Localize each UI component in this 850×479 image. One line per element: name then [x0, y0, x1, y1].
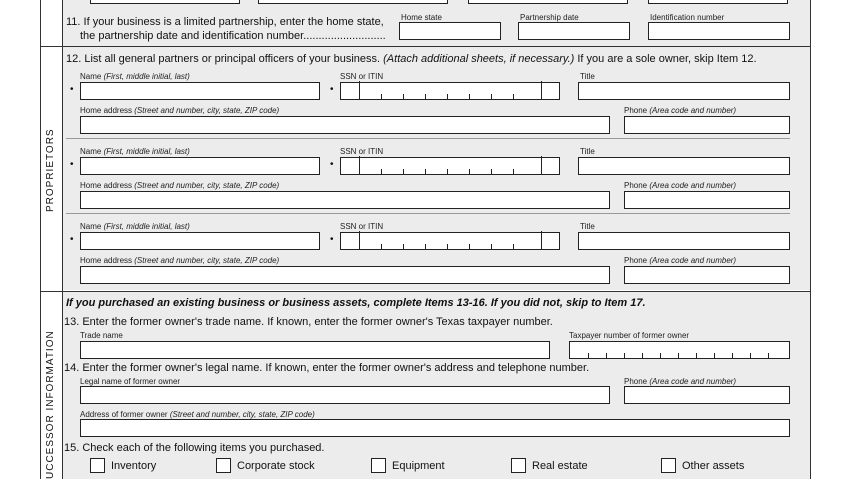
- partner2-ssn-tick: [425, 169, 426, 174]
- partner1-ssn-tick: [469, 94, 470, 99]
- taxpayer-tick: [696, 353, 697, 358]
- partner2-bullet-1: •: [70, 159, 74, 170]
- right-border: [810, 0, 811, 479]
- prev-field-2[interactable]: [258, 0, 448, 4]
- partner3-phone-field[interactable]: [624, 266, 790, 284]
- partner2-ssn-tick: [381, 169, 382, 174]
- partner1-ssn-tick: [359, 81, 360, 99]
- home-state-field[interactable]: [399, 22, 501, 40]
- partner1-ssn-tick: [541, 81, 542, 99]
- taxpayer-tick: [624, 353, 625, 358]
- partner2-name-hint: (First, middle initial, last): [103, 147, 190, 156]
- partner3-ssn-tick: [425, 244, 426, 249]
- item12-text-italic: (Attach additional sheets, if necessary.): [383, 53, 575, 65]
- corporate-stock-checkbox[interactable]: [216, 458, 231, 473]
- partner3-address-label-main: Home address: [80, 256, 133, 265]
- partner3-name-label: [80, 222, 190, 231]
- successor-intro: If you purchased an existing business or business assets, complete Items 13-16. If you did not, skip to Item 17.: [66, 297, 646, 309]
- partner3-ssn-tick: [359, 231, 360, 249]
- item11-text-line2: [80, 30, 386, 42]
- partner1-ssn-tick: [425, 94, 426, 99]
- item11-text-line1: 11. If your business is a limited partnership, enter the home state,: [66, 16, 384, 28]
- other-assets-checkbox[interactable]: [661, 458, 676, 473]
- partner2-ssn-tick: [447, 169, 448, 174]
- partner2-ssn-tick: [359, 156, 360, 174]
- section-divider-1: [40, 46, 811, 47]
- former-owner-address-label: [80, 410, 315, 419]
- prev-field-1[interactable]: [90, 0, 240, 4]
- partner3-bullet-2: •: [330, 234, 334, 245]
- partner2-name-label: [80, 147, 190, 156]
- former-owner-address-hint: (Street and number, city, state, ZIP code): [169, 410, 315, 419]
- partner2-ssn-tick: [513, 169, 514, 174]
- partner3-name-hint: (First, middle initial, last): [103, 222, 190, 231]
- partner3-ssn-tick: [541, 231, 542, 249]
- inventory-label: Inventory: [111, 460, 157, 472]
- corporate-stock-label: Corporate stock: [237, 460, 315, 472]
- partner2-phone-hint: (Area code and number): [649, 181, 737, 190]
- partner3-ssn-tick: [447, 244, 448, 249]
- taxpayer-tick: [660, 353, 661, 358]
- partner2-title-label: Title: [580, 147, 595, 156]
- partner1-ssn-field[interactable]: [340, 82, 560, 100]
- partner1-title-label: Title: [580, 72, 595, 81]
- taxpayer-tick: [750, 353, 751, 358]
- sidebar-divider: [62, 0, 63, 479]
- partner1-phone-field[interactable]: [624, 116, 790, 134]
- prev-field-3[interactable]: [468, 0, 628, 4]
- partner3-name-field[interactable]: [80, 232, 320, 250]
- partner2-ssn-label: SSN or ITIN: [340, 147, 384, 156]
- partner3-name-label-main: Name: [80, 222, 102, 231]
- partner2-phone-label-main: Phone: [624, 181, 648, 190]
- partner1-name-field[interactable]: [80, 82, 320, 100]
- item11-dots: ...........................: [303, 30, 386, 42]
- partner3-ssn-tick: [513, 244, 514, 249]
- real-estate-checkbox[interactable]: [511, 458, 526, 473]
- partner2-address-hint: (Street and number, city, state, ZIP code): [134, 181, 280, 190]
- taxpayer-tick: [732, 353, 733, 358]
- inventory-checkbox[interactable]: [90, 458, 105, 473]
- partner1-phone-hint: (Area code and number): [649, 106, 737, 115]
- taxpayer-tick: [588, 353, 589, 358]
- taxpayer-tick: [714, 353, 715, 358]
- item14-text: 14. Enter the former owner's legal name. If known, enter the former owner's address and telephone number.: [64, 362, 590, 374]
- left-border: [40, 0, 41, 479]
- identification-number-label: Identification number: [650, 13, 725, 22]
- partnership-date-field[interactable]: [518, 22, 630, 40]
- trade-name-field[interactable]: [80, 341, 550, 359]
- partner1-address-hint: (Street and number, city, state, ZIP code): [134, 106, 280, 115]
- partner1-ssn-tick: [447, 94, 448, 99]
- former-owner-address-field[interactable]: [80, 419, 790, 437]
- partner2-address-field[interactable]: [80, 191, 610, 209]
- partner1-name-label: [80, 72, 190, 81]
- partner-divider-1: [66, 138, 790, 139]
- partner3-address-label: [80, 256, 279, 265]
- item12-text-tail: If you are a sole owner, skip Item 12.: [577, 53, 757, 65]
- section-divider-2: [40, 291, 811, 292]
- taxpayer-number-label: Taxpayer number of former owner: [569, 331, 690, 340]
- trade-name-label: Trade name: [80, 331, 123, 340]
- taxpayer-tick: [606, 353, 607, 358]
- partner1-address-field[interactable]: [80, 116, 610, 134]
- prev-field-4[interactable]: [648, 0, 788, 4]
- former-owner-address-label-main: Address of former owner: [80, 410, 168, 419]
- real-estate-label: Real estate: [532, 460, 588, 472]
- partner3-phone-label: [624, 256, 736, 265]
- partner1-phone-label: [624, 106, 736, 115]
- partner3-address-hint: (Street and number, city, state, ZIP code): [134, 256, 280, 265]
- former-owner-phone-hint: (Area code and number): [649, 377, 737, 386]
- partner2-ssn-tick: [541, 156, 542, 174]
- partner2-ssn-tick: [491, 169, 492, 174]
- partner3-ssn-field[interactable]: [340, 232, 560, 250]
- partner2-title-field[interactable]: [578, 157, 790, 175]
- partner3-title-label: Title: [580, 222, 595, 231]
- partner1-ssn-tick: [491, 94, 492, 99]
- partner3-phone-hint: (Area code and number): [649, 256, 737, 265]
- legal-name-label: Legal name of former owner: [80, 377, 181, 386]
- taxpayer-tick: [642, 353, 643, 358]
- partner3-phone-label-main: Phone: [624, 256, 648, 265]
- partner2-ssn-tick: [469, 169, 470, 174]
- item15-text: 15. Check each of the following items you purchased.: [64, 442, 325, 454]
- partner1-name-hint: (First, middle initial, last): [103, 72, 190, 81]
- partner1-address-label-main: Home address: [80, 106, 133, 115]
- partner1-ssn-tick: [381, 94, 382, 99]
- partner2-phone-field[interactable]: [624, 191, 790, 209]
- partner2-bullet-2: •: [330, 159, 334, 170]
- taxpayer-tick: [678, 353, 679, 358]
- partner1-bullet-2: •: [330, 84, 334, 95]
- partner3-ssn-tick: [491, 244, 492, 249]
- taxpayer-tick: [768, 353, 769, 358]
- identification-number-field[interactable]: [648, 22, 790, 40]
- sidebar-proprietors: PROPRIETORS: [45, 128, 56, 212]
- partner3-title-field[interactable]: [578, 232, 790, 250]
- partner1-ssn-tick: [513, 94, 514, 99]
- equipment-label: Equipment: [392, 460, 445, 472]
- item11-text-line2-main: the partnership date and identification number: [80, 30, 304, 42]
- partner2-name-field[interactable]: [80, 157, 320, 175]
- partner2-name-label-main: Name: [80, 147, 102, 156]
- former-owner-phone-field[interactable]: [624, 386, 790, 404]
- partner2-address-label: [80, 181, 279, 190]
- partner3-address-field[interactable]: [80, 266, 610, 284]
- partner1-ssn-tick: [403, 94, 404, 99]
- partner1-phone-label-main: Phone: [624, 106, 648, 115]
- home-state-label: Home state: [401, 13, 442, 22]
- partner2-ssn-tick: [403, 169, 404, 174]
- partner3-bullet-1: •: [70, 234, 74, 245]
- former-owner-phone-label: [624, 377, 736, 386]
- sidebar-successor-information: UCCESSOR INFORMATION: [45, 330, 56, 479]
- item12-text-main: 12. List all general partners or principal officers of your business.: [66, 53, 381, 65]
- item13-text: 13. Enter the former owner's trade name. If known, enter the former owner's Texas taxpayer number.: [64, 316, 553, 328]
- partner3-ssn-tick: [403, 244, 404, 249]
- partner1-name-label-main: Name: [80, 72, 102, 81]
- partner3-ssn-tick: [381, 244, 382, 249]
- partner1-address-label: [80, 106, 279, 115]
- item12-text: [66, 53, 757, 65]
- partner-divider-2: [66, 213, 790, 214]
- partner3-ssn-tick: [469, 244, 470, 249]
- equipment-checkbox[interactable]: [371, 458, 386, 473]
- partnership-date-label: Partnership date: [520, 13, 579, 22]
- former-owner-phone-label-main: Phone: [624, 377, 648, 386]
- partner2-ssn-field[interactable]: [340, 157, 560, 175]
- legal-name-field[interactable]: [80, 386, 610, 404]
- partner1-bullet-1: •: [70, 84, 74, 95]
- other-assets-label: Other assets: [682, 460, 745, 472]
- partner3-ssn-label: SSN or ITIN: [340, 222, 384, 231]
- partner1-ssn-label: SSN or ITIN: [340, 72, 384, 81]
- partner2-phone-label: [624, 181, 736, 190]
- partner2-address-label-main: Home address: [80, 181, 133, 190]
- taxpayer-number-field[interactable]: [569, 341, 790, 359]
- partner1-title-field[interactable]: [578, 82, 790, 100]
